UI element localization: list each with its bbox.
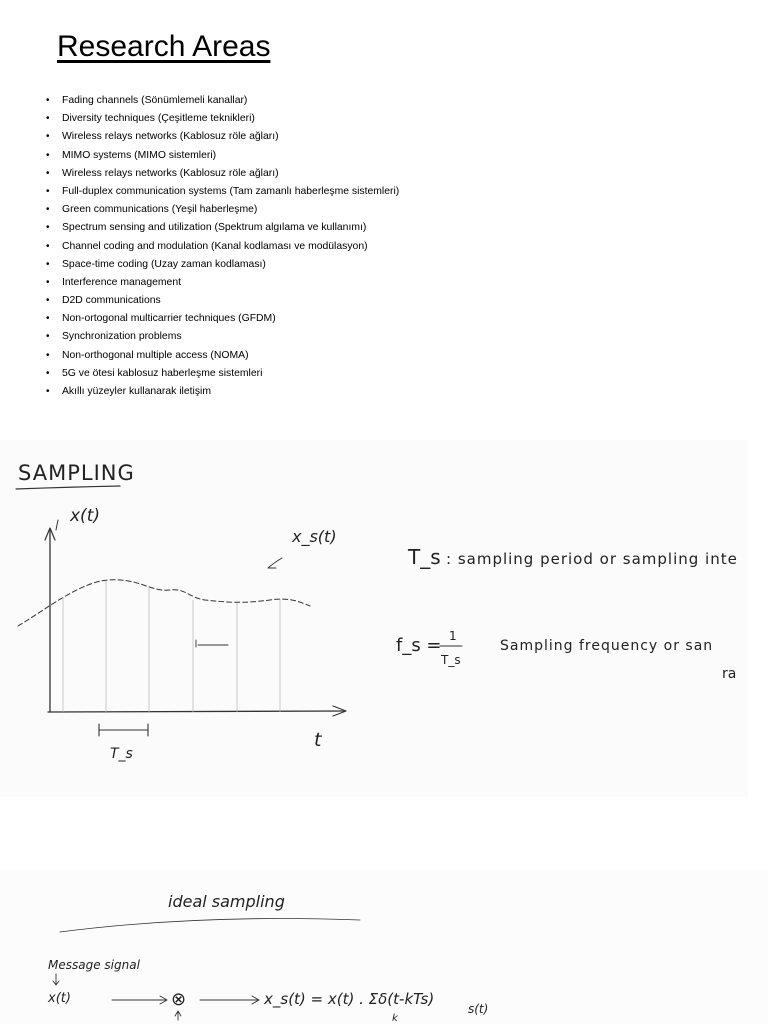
fs-definition-cont: ra: [722, 666, 737, 682]
list-item: • Akıllı yüzeyler kullanarak iletişim: [46, 384, 399, 402]
sampling-note-image: [0, 440, 748, 797]
xt-label: x(t): [70, 506, 100, 526]
pointer-arrow: [196, 640, 228, 647]
xst-label: x_s(t): [292, 527, 337, 546]
sampling-heading: SAMPLING: [18, 461, 135, 485]
ideal-heading: ideal sampling: [168, 892, 285, 911]
message-arrow: [53, 974, 59, 985]
list-item: • Interference management: [46, 275, 399, 293]
list-item: • Green communications (Yeşil haberleşme): [46, 202, 399, 220]
sampling-sketch: [0, 440, 748, 797]
list-item: • Non-ortogonal multicarrier techniques (GFDM): [46, 311, 399, 329]
list-item: • Full-duplex communication systems (Tam zamanlı haberleşme sistemleri): [46, 184, 399, 202]
signal-curve: [18, 580, 310, 626]
list-item: • Spectrum sensing and utilization (Spektrum algılama ve kullanımı): [46, 220, 399, 238]
sample-lines: [63, 581, 280, 712]
ts-marker: [99, 724, 148, 736]
list-item: • Channel coding and modulation (Kanal kodlaması ve modülasyon): [46, 239, 399, 257]
list-item: • D2D communications: [46, 293, 399, 311]
list-item: • MIMO systems (MIMO sistemleri): [46, 148, 399, 166]
list-item: • Synchronization problems: [46, 329, 399, 347]
research-areas-list: [46, 93, 399, 402]
list-item: • Wireless relays networks (Kablosuz röle ağları): [46, 129, 399, 147]
ideal-sampling-note-image: [0, 870, 768, 1024]
list-item: • Wireless relays networks (Kablosuz röle ağları): [46, 166, 399, 184]
output-arrow: [200, 996, 259, 1004]
output-equation: x_s(t) = x(t) . Σδ(t-kTs): [264, 990, 435, 1008]
input-signal: x(t): [48, 991, 71, 1006]
carrier-arrow: [175, 1011, 181, 1020]
st-label: s(t): [468, 1002, 489, 1016]
fs-definition: Sampling frequency or san: [500, 638, 714, 654]
fs-denominator: T_s: [441, 653, 461, 667]
ts-definition: : sampling period or sampling inte: [446, 550, 738, 568]
y-label-pointer: [56, 520, 58, 530]
page-title: Research Areas: [57, 30, 271, 63]
list-item: • 5G ve ötesi kablosuz haberleşme sistemleri: [46, 366, 399, 384]
heading-underline: [16, 486, 120, 489]
list-item: • Fading channels (Sönümlemeli kanallar): [46, 93, 399, 111]
message-label: Message signal: [48, 958, 140, 972]
decorative-curve: [60, 919, 360, 933]
ts-symbol: T_s: [408, 545, 441, 569]
list-item: • Diversity techniques (Çeşitleme teknikleri): [46, 111, 399, 129]
fs-numerator: 1: [449, 629, 457, 643]
t-axis-label: t: [314, 729, 322, 751]
input-arrow: [112, 996, 167, 1004]
fs-symbol: f_s =: [396, 635, 442, 656]
ts-label: T_s: [110, 746, 133, 762]
list-item: • Space-time coding (Uzay zaman kodlaması): [46, 257, 399, 275]
ideal-sampling-sketch: [0, 870, 768, 1024]
x-axis: [48, 711, 345, 712]
list-item: • Non-orthogonal multiple access (NOMA): [46, 348, 399, 366]
multiplier-icon: ⊗: [171, 989, 187, 1010]
curve-pointer: [268, 558, 282, 568]
sum-index: k: [392, 1013, 398, 1024]
